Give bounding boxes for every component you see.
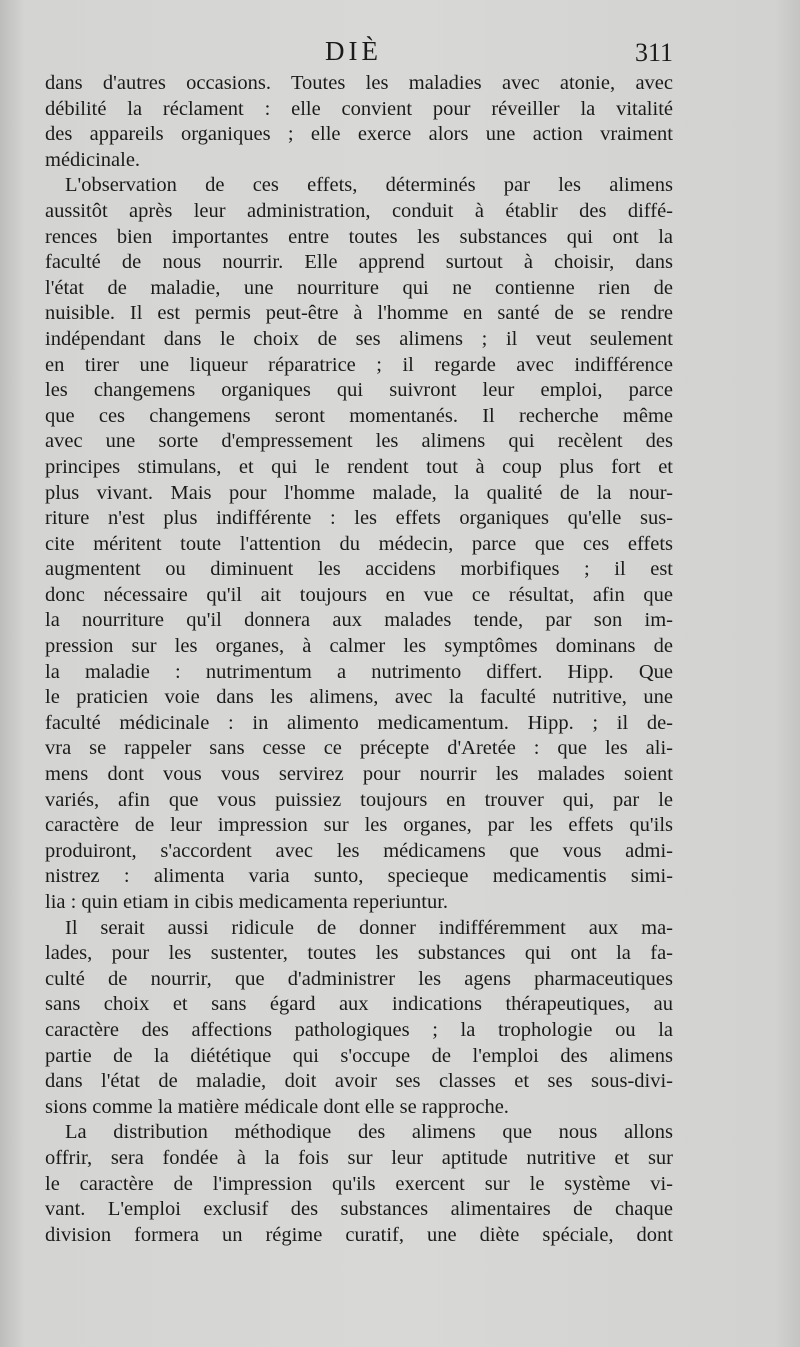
text-line: plus vivant. Mais pour l'homme malade, la qualité de la nour- (45, 481, 673, 504)
text-line: avec une sorte d'empressement les alimens qui recèlent des (45, 430, 673, 453)
body-text (45, 71, 673, 1248)
text-line: faculté médicinale : in alimento medicamentum. Hipp. ; il de- (45, 711, 673, 734)
text-line: variés, afin que vous puissiez toujours en trouver qui, par le (45, 788, 673, 811)
text-line: produiront, s'accordent avec les médicamens que vous admi- (45, 839, 673, 862)
text-line: dans l'état de maladie, doit avoir ses classes et ses sous-divi- (45, 1070, 673, 1093)
text-line: riture n'est plus indifférente : les effets organiques qu'elle sus- (45, 507, 673, 530)
text-line: donc nécessaire qu'il ait toujours en vue ce résultat, afin que (45, 583, 673, 606)
text-line: en tirer une liqueur réparatrice ; il regarde avec indifférence (45, 353, 673, 376)
text-line: nistrez : alimenta varia sunto, specieque medicamentis simi- (45, 865, 673, 888)
text-line: nuisible. Il est permis peut-être à l'homme en santé de se rendre (45, 302, 673, 325)
text-line: cite méritent toute l'attention du médecin, parce que ces effets (45, 532, 673, 555)
text-line: La distribution méthodique des alimens que nous allons (65, 1121, 673, 1144)
text-line: dans d'autres occasions. Toutes les maladies avec atonie, avec (45, 72, 673, 94)
text-line: caractère de leur impression sur les organes, par les effets qu'ils (45, 814, 673, 837)
text-line: que ces changemens seront momentanés. Il recherche même (45, 404, 673, 427)
text-line: division formera un régime curatif, une diète spéciale, dont (45, 1223, 673, 1246)
text-line: des appareils organiques ; elle exerce alors une action vraiment (45, 123, 673, 146)
text-line: aussitôt après leur administration, conduit à établir des diffé- (45, 199, 673, 222)
page-number: 311 (634, 38, 673, 67)
text-line: faculté de nous nourrir. Elle apprend surtout à choisir, dans (45, 251, 673, 274)
text-line: augmentent ou diminuent les accidens morbifiques ; il est (45, 558, 673, 581)
text-line: lades, pour les sustenter, toutes les substances qui ont la fa- (45, 942, 673, 965)
text-line: sans choix et sans égard aux indications thérapeutiques, au (45, 993, 673, 1016)
text-line: mens dont vous vous servirez pour nourrir les malades soient (45, 763, 673, 786)
running-title: DIÈ (325, 36, 382, 66)
text-line: médicinale. (45, 148, 141, 171)
text-line: sions comme la matière médicale dont elle se rapproche. (45, 1095, 509, 1118)
text-line: caractère des affections pathologiques ; la trophologie ou la (45, 1018, 673, 1041)
text-line: le praticien voie dans les alimens, avec la faculté nutritive, une (45, 686, 673, 709)
text-line: lia : quin etiam in cibis medicamenta reperiuntur. (45, 891, 449, 913)
text-line: vra se rappeler sans cesse ce précepte d'Aretée : que les ali- (45, 737, 673, 760)
text-line: la maladie : nutrimentum a nutrimento differt. Hipp. Que (45, 660, 673, 683)
text-line: principes stimulans, et qui le rendent tout à coup plus fort et (45, 455, 673, 478)
text-line: le caractère de l'impression qu'ils exercent sur le système vi- (45, 1172, 673, 1195)
text-line: la nourriture qu'il donnera aux malades tende, par son im- (45, 609, 673, 632)
text-line: les changemens organiques qui suivront leur emploi, parce (45, 379, 673, 402)
page-header (45, 36, 673, 66)
text-line: débilité la réclament : elle convient pour réveiller la vitalité (45, 97, 673, 120)
text-line: rences bien importantes entre toutes les substances qui ont la (45, 225, 673, 248)
text-line: Il serait aussi ridicule de donner indifféremment aux ma- (65, 916, 673, 939)
text-line: pression sur les organes, à calmer les symptômes dominans de (45, 635, 673, 658)
text-line: offrir, sera fondée à la fois sur leur aptitude nutritive et sur (45, 1146, 673, 1169)
text-line: indépendant dans le choix de ses alimens ; il veut seulement (45, 327, 673, 350)
text-line: l'état de maladie, une nourriture qui ne contienne rien de (45, 276, 673, 299)
text-line: partie de la diététique qui s'occupe de l'emploi des alimens (45, 1044, 673, 1067)
text-line: vant. L'emploi exclusif des substances alimentaires de chaque (45, 1198, 673, 1221)
text-line: L'observation de ces effets, déterminés par les alimens (65, 174, 673, 197)
text-line: culté de nourrir, que d'administrer les agens pharmaceutiques (45, 967, 673, 990)
